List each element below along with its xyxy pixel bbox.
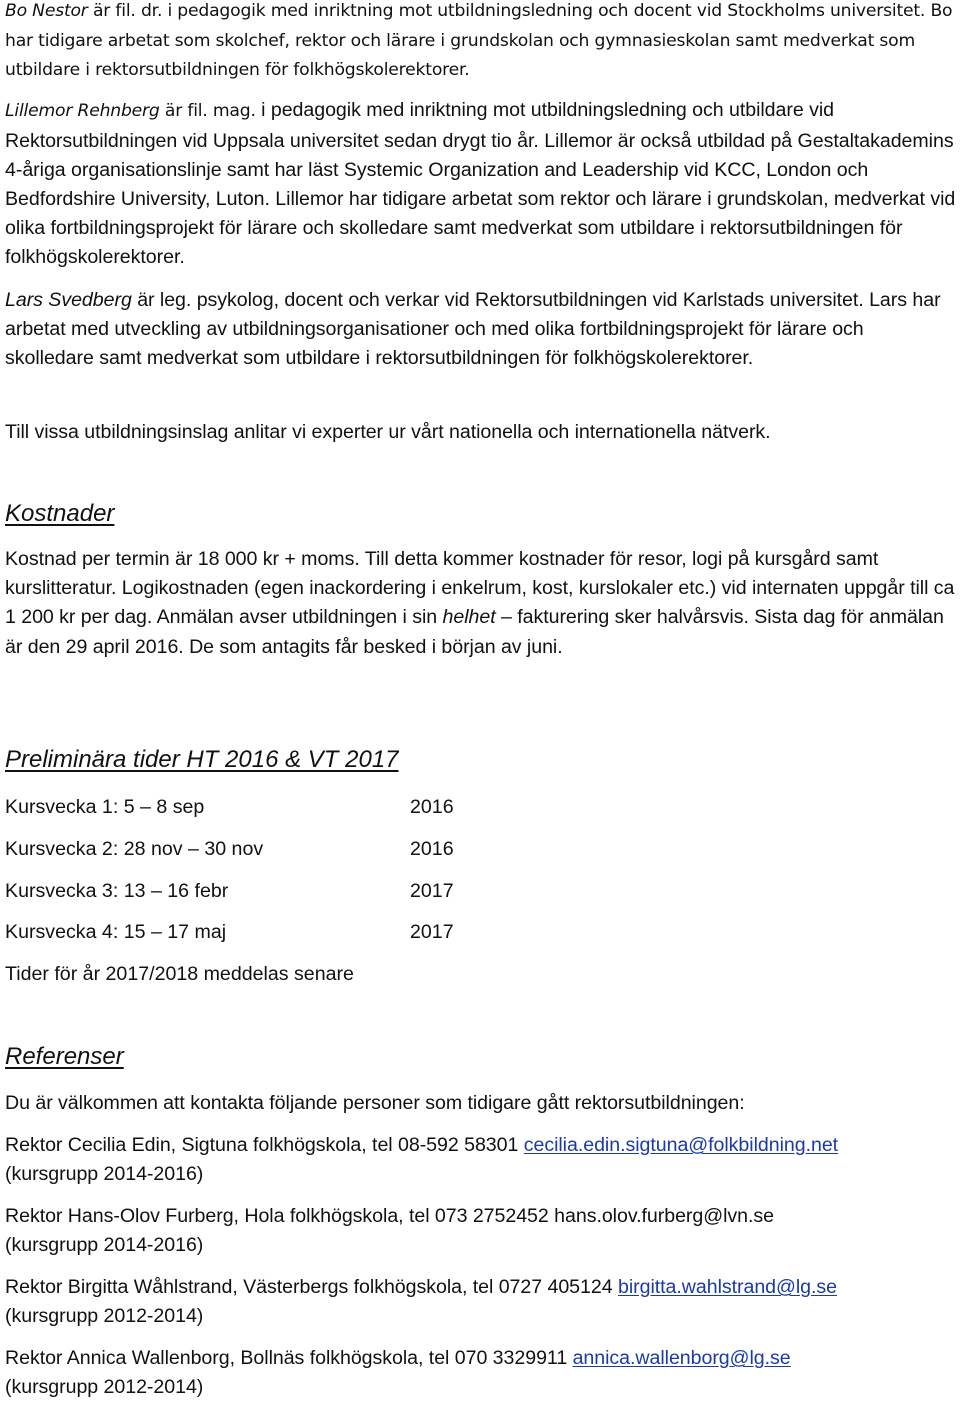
reference-text: Rektor Birgitta Wåhlstrand, Västerbergs folkhögskola, tel 0727 405124 — [5, 1276, 618, 1298]
schedule-row-label: Kursvecka 4: 15 – 17 maj — [5, 921, 227, 944]
schedule-row-year: 2016 — [410, 796, 454, 818]
schedule-row-label: Kursvecka 3: 13 – 16 febr — [5, 879, 229, 902]
costs-text-before: Kostnad per termin är 18 000 kr + moms. Till detta kommer kostnader för resor, logi på kursgård samt kurslitteratur. Logikostnaden (egen inackordering i enkelrum, kost, kurslokaler etc.) vid internaten uppgår till ca 1 200 kr per dag. Anmälan avser utbildningen i sin — [5, 548, 955, 629]
reference-email-link[interactable]: cecilia.edin.sigtuna@folkbildning.net — [523, 1134, 839, 1156]
bio-text-a: är fil. mag. — [159, 101, 256, 121]
reference-group: (kursgrupp 2014-2016) — [5, 1234, 204, 1257]
schedule-list — [5, 790, 605, 991]
references-heading: Referenser — [5, 1043, 124, 1070]
reference-email-link[interactable]: birgitta.wahlstrand@lg.se — [617, 1276, 838, 1298]
bio-name: Lars Svedberg — [5, 289, 132, 311]
reference-item — [5, 1131, 960, 1189]
schedule-row — [5, 832, 605, 874]
references-intro: Du är välkommen att kontakta följande personer som tidigare gått rektorsutbildningen: — [5, 1092, 745, 1114]
reference-group: (kursgrupp 2012-2014) — [5, 1376, 204, 1399]
schedule-row-year: 2016 — [410, 837, 454, 860]
bio-text: är leg. psykolog, docent och verkar vid Rektorsutbildningen vid Karlstads universitet. Lars har arbetat med utveckling av utbildningsorganisationer och med olika fortbildningsprojekt för lärare och skolledare samt medverkat som utbildare i rektorsutbildningen för folkhögskolerektorer. — [5, 289, 941, 370]
schedule-heading: Preliminära tider HT 2016 & VT 2017 — [5, 746, 399, 773]
bio-name: Lillemor Rehnberg — [5, 101, 160, 121]
schedule-row — [5, 915, 605, 957]
reference-text: Rektor Cecilia Edin, Sigtuna folkhögskola, tel 08-592 58301 — [5, 1134, 524, 1156]
reference-email: hans.olov.furberg@lvn.se — [554, 1205, 774, 1227]
reference-email-link[interactable]: annica.wallenborg@lg.se — [572, 1347, 791, 1369]
reference-text: Rektor Hans-Olov Furberg, Hola folkhögskola, tel 073 2752452 — [5, 1205, 555, 1227]
costs-text-after: – fakturering sker halvårsvis. Sista dag för anmälan är den 29 april 2016. De som antagits får besked i början av juni. — [5, 606, 944, 658]
bio-lars-svedberg — [5, 286, 957, 374]
reference-item — [5, 1344, 960, 1402]
schedule-note: Tider för år 2017/2018 meddelas senare — [5, 963, 354, 986]
reference-group: (kursgrupp 2012-2014) — [5, 1305, 204, 1328]
bio-text: är fil. dr. i pedagogik med inriktning mot utbildningsledning och docent vid Stockholms universitet. Bo har tidigare arbetat som skolchef, rektor och lärare i grundskolan och gymnasieskolan samt medverkat som utbildare i rektorsutbildningen för folkhögskolerektorer. — [5, 1, 953, 80]
costs-text — [5, 545, 960, 662]
reference-group: (kursgrupp 2014-2016) — [5, 1163, 204, 1186]
schedule-row — [5, 874, 605, 916]
schedule-row-label: Kursvecka 2: 28 nov – 30 nov — [5, 837, 264, 860]
reference-item — [5, 1202, 960, 1260]
schedule-row-label: Kursvecka 1: 5 – 8 sep — [5, 796, 205, 818]
costs-emphasis: helhet — [442, 606, 496, 629]
reference-text: Rektor Annica Wallenborg, Bollnäs folkhögskola, tel 070 3329911 — [5, 1347, 573, 1369]
schedule-row-year: 2017 — [410, 879, 454, 902]
reference-item — [5, 1273, 960, 1331]
bio-bo-nestor — [5, 0, 957, 86]
schedule-row — [5, 790, 605, 832]
experts-note: Till vissa utbildningsinslag anlitar vi experter ur vårt nationella och internationella nätverk. — [5, 421, 771, 443]
costs-heading: Kostnader — [5, 500, 115, 527]
bio-lillemor-rehnberg — [5, 96, 960, 273]
schedule-row-year: 2017 — [410, 921, 454, 944]
bio-name: Bo Nestor — [5, 1, 88, 21]
bio-text-b: i pedagogik med inriktning mot utbildningsledning och utbildare vid Rektorsutbildningen vid Uppsala universitet sedan drygt tio år. Lillemor är också utbildad på Gestaltakademins 4-åriga organisationslinje samt har läst Systemic Organization and Leadership vid KCC, London och Bedfordshire University, Luton. Lillemor har tidigare arbetat som rektor och lärare i grundskolan, medverkat vid olika fortbildningsprojekt för lärare och skolledare samt medverkat som utbildare i rektorsutbildningen för folkhögskolerektorer. — [5, 99, 956, 269]
